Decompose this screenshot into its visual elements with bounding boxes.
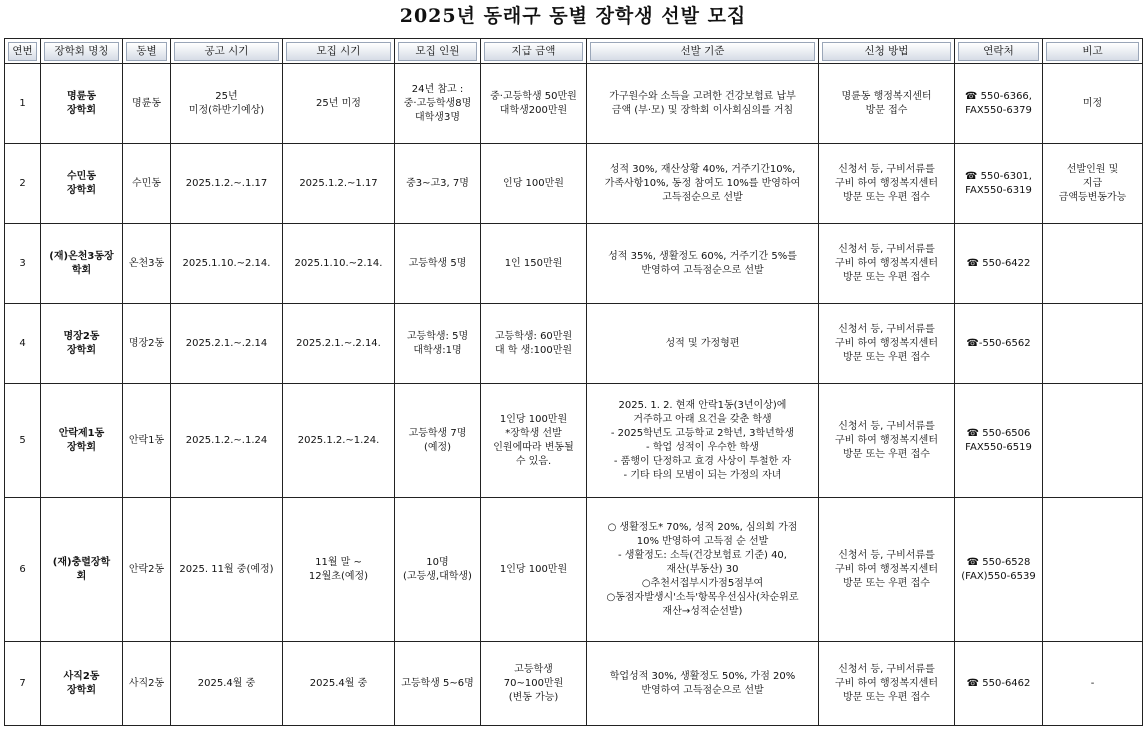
cell-criteria (587, 144, 819, 224)
cell-text: 거주하고 아래 요건을 갖춘 학생 (633, 413, 772, 425)
cell-apply-method (819, 144, 955, 224)
cell-text: 2025.1.2.~.1.17 (185, 177, 268, 189)
cell-text: 온천3동 (128, 257, 165, 269)
header-cell (395, 39, 481, 64)
cell-text: (예정) (423, 441, 452, 453)
header-cell (171, 39, 283, 64)
table-row (5, 642, 1143, 726)
cell-text: 고등학생 7명 (408, 427, 467, 439)
cell-text: 신청서 등, 구비서류를 (838, 323, 935, 335)
cell-text: 70~100만원 (503, 677, 564, 689)
cell-text: - 생활정도: 소득(건강보험료 기준) 40, (618, 549, 787, 561)
cell-text: 중·고등학생 50만원 (490, 90, 577, 102)
table-header-row (5, 39, 1143, 64)
cell-text: (변동 가능) (508, 691, 559, 703)
cell-text: ☎ 550-6366, (965, 90, 1032, 102)
header-label: 선발 기준 (590, 42, 815, 61)
cell-text: 명륜동 (67, 90, 96, 102)
cell-text: 명륜동 행정복지센터 (841, 90, 932, 102)
cell-amount (481, 498, 587, 642)
cell-dong (123, 224, 171, 304)
cell-note (1043, 304, 1143, 384)
cell-text: 반영하여 고득점순으로 선발 (641, 684, 764, 696)
cell-recruit-period (283, 304, 395, 384)
cell-text: 2025. 11월 중(예정) (179, 563, 274, 575)
cell-text: - 2025학년도 고등학교 2학년, 3학년학생 (610, 427, 795, 439)
cell-text: 5 (19, 434, 26, 446)
header-cell (5, 39, 41, 64)
cell-text: 회 (76, 570, 87, 582)
cell-text: 2025.1.2.~1.24. (297, 434, 380, 446)
cell-notice-period (171, 304, 283, 384)
cell-text: - (1090, 677, 1095, 689)
page-title: 2025년 동래구 동별 장학생 선발 모집 (399, 5, 747, 27)
cell-text: 구비 하여 행정복지센터 (835, 257, 938, 269)
cell-text: 학회 (71, 264, 92, 276)
cell-apply-method (819, 304, 955, 384)
scholarship-table (4, 38, 1143, 726)
cell-text: 방문 또는 우편 접수 (843, 577, 930, 589)
cell-notice-period (171, 498, 283, 642)
cell-text: 수민동 (67, 170, 96, 182)
cell-text: 2025.1.2.~.1.24 (185, 434, 268, 446)
cell-dong (123, 498, 171, 642)
cell-text: 미정(하반기예상) (188, 104, 265, 116)
cell-text: 2 (19, 177, 26, 189)
cell-text: 장학회 (67, 441, 96, 453)
cell-text: 성적 및 가정형편 (665, 337, 740, 349)
cell-dong (123, 144, 171, 224)
cell-recruit-count (395, 64, 481, 144)
cell-association-name (41, 384, 123, 498)
cell-text: 인당 100만원 (503, 177, 564, 189)
table-row (5, 224, 1143, 304)
cell-text: 2025.2.1.~.2.14. (296, 337, 381, 349)
header-label: 연번 (8, 42, 37, 61)
cell-text: 인원에따라 변동될 (493, 441, 574, 453)
cell-no (5, 144, 41, 224)
cell-text: 장학회 (67, 684, 96, 696)
cell-contact (955, 498, 1043, 642)
cell-apply-method (819, 498, 955, 642)
cell-text: 4 (19, 337, 26, 349)
cell-text: ☎ 550-6528 (966, 556, 1031, 568)
cell-text: 2025.1.10.~2.14. (182, 257, 271, 269)
cell-text: 2025.4월 중 (309, 677, 368, 689)
cell-text: 방문 또는 우편 접수 (843, 351, 930, 363)
cell-text: 성적 35%, 생활정도 60%, 거주기간 5%를 (608, 250, 797, 262)
cell-text: 고등학생 5명 (408, 257, 467, 269)
table-row (5, 144, 1143, 224)
cell-text: 2025. 1. 2. 현재 안락1동(3년이상)에 (618, 399, 787, 411)
cell-text: ○추천서접부시가점5점부여 (641, 577, 764, 589)
table-body (5, 64, 1143, 726)
cell-amount (481, 642, 587, 726)
cell-text: 사직2동 (63, 670, 100, 682)
cell-text: 미정 (1082, 97, 1103, 109)
cell-text: 1 (19, 97, 26, 109)
cell-text: 방문 또는 우편 접수 (843, 448, 930, 460)
cell-recruit-period (283, 64, 395, 144)
cell-text: 금액 (부·모) 및 장학회 이사회심의를 거침 (611, 104, 794, 116)
cell-amount (481, 384, 587, 498)
cell-text: 고등학생 (514, 663, 553, 675)
cell-text: 1인당 100만원 (499, 413, 568, 425)
cell-text: 2025.4월 중 (197, 677, 256, 689)
header-label: 모집 시기 (286, 42, 391, 61)
cell-recruit-count (395, 642, 481, 726)
cell-text: 구비 하여 행정복지센터 (835, 434, 938, 446)
cell-no (5, 642, 41, 726)
cell-apply-method (819, 642, 955, 726)
cell-text: 7 (19, 677, 26, 689)
cell-association-name (41, 498, 123, 642)
cell-amount (481, 64, 587, 144)
cell-amount (481, 144, 587, 224)
cell-recruit-count (395, 144, 481, 224)
cell-text: 대 학 생:100만원 (494, 344, 573, 356)
cell-text: FAX550-6319 (965, 184, 1032, 196)
cell-note (1043, 498, 1143, 642)
cell-dong (123, 64, 171, 144)
cell-text: 지급 (1082, 177, 1103, 189)
cell-recruit-period (283, 498, 395, 642)
table-row (5, 304, 1143, 384)
cell-association-name (41, 642, 123, 726)
cell-text: 가족사항10%, 동정 참여도 10%를 반영하여 (604, 177, 801, 189)
cell-text: (재)온천3동장 (49, 250, 114, 262)
cell-text: ☎-550-6562 (966, 337, 1031, 349)
cell-dong (123, 384, 171, 498)
cell-text: - 학업 성적이 우수한 학생 (646, 441, 759, 453)
cell-text: - 기타 타의 모범이 되는 가정의 자녀 (623, 469, 782, 481)
cell-amount (481, 304, 587, 384)
cell-recruit-count (395, 304, 481, 384)
table-row (5, 64, 1143, 144)
cell-text: (재)충렬장학 (52, 556, 111, 568)
cell-text: 대학생3명 (414, 111, 460, 123)
cell-criteria (587, 384, 819, 498)
cell-notice-period (171, 224, 283, 304)
table-row (5, 498, 1143, 642)
cell-text: 구비 하여 행정복지센터 (835, 177, 938, 189)
cell-text: (FAX)550-6539 (961, 570, 1036, 582)
cell-association-name (41, 304, 123, 384)
cell-no (5, 498, 41, 642)
cell-text: 수 있음. (515, 455, 552, 467)
cell-text: 6 (19, 563, 26, 575)
cell-criteria (587, 64, 819, 144)
cell-text: 장학회 (67, 184, 96, 196)
cell-text: 신청서 등, 구비서류를 (838, 243, 935, 255)
cell-text: 대학생:1명 (413, 344, 462, 356)
cell-association-name (41, 64, 123, 144)
cell-recruit-count (395, 498, 481, 642)
cell-text: 11월 말 ~ (315, 556, 362, 568)
cell-text: 재산→성적순선발) (662, 605, 743, 617)
cell-text: 방문 또는 우편 접수 (843, 271, 930, 283)
cell-text: ☎ 550-6506 (966, 427, 1031, 439)
cell-note (1043, 224, 1143, 304)
cell-text: 대학생200만원 (499, 104, 568, 116)
cell-text: 25년 (215, 90, 238, 102)
cell-text: 25년 미정 (316, 97, 361, 109)
header-label: 공고 시기 (174, 42, 279, 61)
cell-recruit-period (283, 384, 395, 498)
cell-contact (955, 642, 1043, 726)
header-label: 지급 금액 (484, 42, 583, 61)
cell-text: 반영하여 고득점순으로 선발 (641, 264, 764, 276)
cell-recruit-count (395, 224, 481, 304)
cell-contact (955, 144, 1043, 224)
cell-text: 신청서 등, 구비서류를 (838, 663, 935, 675)
cell-text: FAX550-6379 (965, 104, 1032, 116)
cell-note (1043, 64, 1143, 144)
cell-criteria (587, 642, 819, 726)
cell-text: 안락2동 (128, 563, 165, 575)
cell-note (1043, 144, 1143, 224)
cell-text: 고등학생 5~6명 (401, 677, 474, 689)
cell-criteria (587, 224, 819, 304)
cell-notice-period (171, 64, 283, 144)
header-cell (41, 39, 123, 64)
cell-text: 1인당 100만원 (499, 563, 568, 575)
header-label: 비고 (1046, 42, 1139, 61)
cell-text: 방문 접수 (865, 104, 908, 116)
cell-text: 신청서 등, 구비서류를 (838, 420, 935, 432)
header-cell (481, 39, 587, 64)
cell-text: 명장2동 (128, 337, 165, 349)
header-cell (955, 39, 1043, 64)
cell-recruit-period (283, 224, 395, 304)
cell-text: 금액등변동가능 (1058, 191, 1127, 203)
header-cell (1043, 39, 1143, 64)
cell-text: 2025.2.1.~.2.14 (185, 337, 268, 349)
cell-association-name (41, 144, 123, 224)
header-label: 장학회 명칭 (44, 42, 119, 61)
cell-text: 24년 참고 : (411, 83, 464, 95)
header-label: 동별 (126, 42, 167, 61)
cell-text: - 품행이 단정하고 효경 사상이 투철한 자 (613, 455, 792, 467)
cell-notice-period (171, 384, 283, 498)
cell-text: 신청서 등, 구비서류를 (838, 549, 935, 561)
cell-text: 명장2동 (63, 330, 100, 342)
cell-text: 신청서 등, 구비서류를 (838, 163, 935, 175)
cell-contact (955, 384, 1043, 498)
cell-text: 재산(부동산) 30 (666, 563, 739, 575)
header-cell (283, 39, 395, 64)
cell-text: (고등생,대학생) (403, 570, 472, 582)
cell-apply-method (819, 384, 955, 498)
cell-text: 3 (19, 257, 26, 269)
cell-notice-period (171, 642, 283, 726)
cell-dong (123, 304, 171, 384)
cell-text: 선발인원 및 (1066, 163, 1119, 175)
cell-note (1043, 384, 1143, 498)
cell-text: 성적 30%, 재산상황 40%, 거주기간10%, (609, 163, 796, 175)
cell-text: 구비 하여 행정복지센터 (835, 563, 938, 575)
cell-criteria (587, 304, 819, 384)
cell-no (5, 224, 41, 304)
cell-text: 2025.1.2.~1.17 (299, 177, 378, 189)
cell-text: 명륜동 (132, 97, 161, 109)
cell-recruit-count (395, 384, 481, 498)
cell-criteria (587, 498, 819, 642)
table-row (5, 384, 1143, 498)
cell-contact (955, 64, 1043, 144)
cell-text: 사직2동 (128, 677, 165, 689)
cell-text: 고등학생: 60만원 (494, 330, 573, 342)
cell-text: 고득점순으로 선발 (662, 191, 743, 203)
cell-text: 구비 하여 행정복지센터 (835, 337, 938, 349)
cell-apply-method (819, 64, 955, 144)
header-cell (819, 39, 955, 64)
cell-contact (955, 224, 1043, 304)
header-cell (123, 39, 171, 64)
cell-contact (955, 304, 1043, 384)
cell-text: ○동점자발생시'소득'항목우선심사(차순위로 (606, 591, 799, 603)
cell-notice-period (171, 144, 283, 224)
cell-text: 고등학생: 5명 (406, 330, 469, 342)
header-label: 신청 방법 (822, 42, 951, 61)
cell-dong (123, 642, 171, 726)
cell-amount (481, 224, 587, 304)
cell-recruit-period (283, 144, 395, 224)
cell-text: 안락제1동 (58, 427, 105, 439)
cell-no (5, 304, 41, 384)
cell-text: 중·고등학생8명 (403, 97, 472, 109)
cell-no (5, 384, 41, 498)
cell-apply-method (819, 224, 955, 304)
cell-text: ☎ 550-6462 (966, 677, 1031, 689)
cell-note (1043, 642, 1143, 726)
cell-text: 장학회 (67, 344, 96, 356)
cell-text: 12월초(예정) (308, 570, 369, 582)
cell-text: 안락1동 (128, 434, 165, 446)
cell-text: ☎ 550-6301, (965, 170, 1032, 182)
cell-text: *장학생 선발 (505, 427, 562, 439)
cell-text: 방문 또는 우편 접수 (843, 691, 930, 703)
cell-text: 수민동 (132, 177, 161, 189)
cell-no (5, 64, 41, 144)
header-label: 연락처 (958, 42, 1039, 61)
cell-text: 중3~고3, 7명 (406, 177, 469, 189)
cell-text: 2025.1.10.~2.14. (294, 257, 383, 269)
cell-recruit-period (283, 642, 395, 726)
cell-association-name (41, 224, 123, 304)
cell-text: 가구원수와 소득을 고려한 건강보험료 납부 (609, 90, 796, 102)
cell-text: FAX550-6519 (965, 441, 1032, 453)
cell-text: 방문 또는 우편 접수 (843, 191, 930, 203)
header-cell (587, 39, 819, 64)
cell-text: 장학회 (67, 104, 96, 116)
cell-text: 10% 반영하여 고득점 순 선발 (636, 535, 769, 547)
cell-text: 학업성적 30%, 생활정도 50%, 가점 20% (609, 670, 796, 682)
cell-text: ○ 생활정도* 70%, 성적 20%, 심의회 가점 (607, 521, 798, 533)
cell-text: 1인 150만원 (504, 257, 563, 269)
cell-text: 구비 하여 행정복지센터 (835, 677, 938, 689)
cell-text: 10명 (426, 556, 449, 568)
header-label: 모집 인원 (398, 42, 477, 61)
cell-text: ☎ 550-6422 (966, 257, 1031, 269)
